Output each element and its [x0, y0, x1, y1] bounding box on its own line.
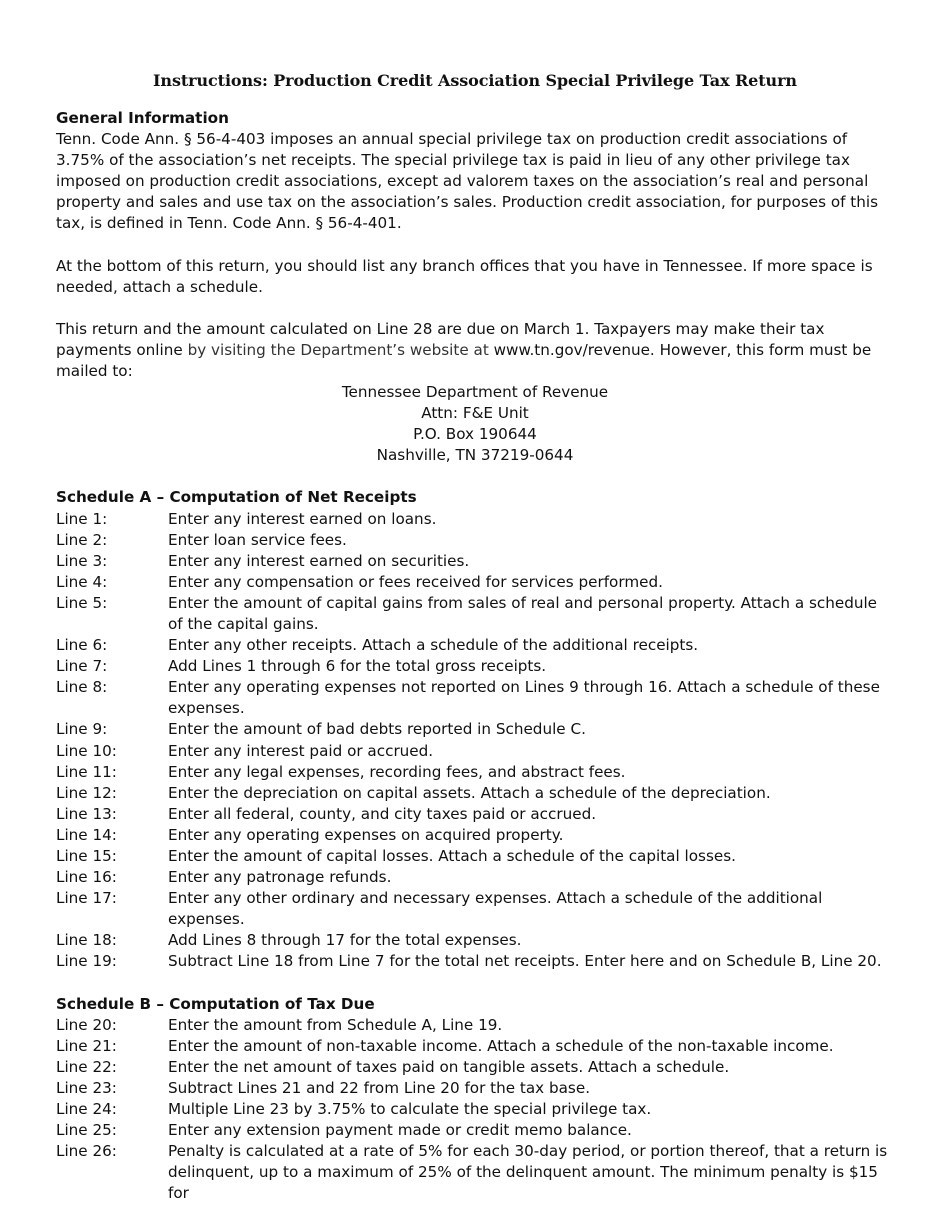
line-text: Enter any interest paid or accrued. — [168, 741, 434, 760]
schedule-line — [56, 888, 894, 930]
line-text: Enter all federal, county, and city taxes paid or accrued. — [168, 804, 597, 823]
schedule-line — [56, 530, 894, 551]
schedule-line — [56, 1120, 894, 1141]
line-text: Enter the amount of capital gains from sales of real and personal property. Attach a schedule of the capital gains. — [168, 593, 878, 633]
mailing-address — [56, 382, 894, 466]
schedule-line — [56, 783, 894, 804]
line-text: Enter the amount of capital losses. Attach a schedule of the capital losses. — [168, 847, 736, 865]
due-date-text: This return and the amount calculated on Line 28 are due on March 1. Taxpayers may make their tax payments online — [56, 319, 825, 359]
general-information-heading: General Information — [56, 109, 229, 127]
line-label: Line 17: — [56, 889, 117, 908]
address-line: Nashville, TN 37219-0644 — [376, 446, 574, 465]
mailing-text: www.tn.gov/revenue. However, this form must be mailed to: — [56, 340, 872, 380]
schedule-line — [56, 635, 894, 656]
schedule-line — [56, 1099, 894, 1120]
page-title: Instructions: Production Credit Association Special Privilege Tax Return — [153, 71, 797, 90]
line-text: Enter any interest earned on securities. — [168, 551, 470, 570]
line-label: Line 19: — [56, 952, 117, 971]
line-text: Subtract Line 18 from Line 7 for the total net receipts. Enter here and on Schedule B, Line 20. — [168, 952, 882, 971]
schedule-b-lines — [56, 1015, 894, 1205]
due-date-paragraph — [56, 319, 894, 382]
schedule-line — [56, 677, 894, 719]
schedule-line — [56, 741, 894, 762]
line-text: Penalty is calculated at a rate of 5% for each 30-day period, or portion thereof, that a return is delinquent, up to a maximum of 25% of the delinquent amount. The minimum penalty is $15 for — [168, 1142, 888, 1203]
line-label: Line 18: — [56, 931, 117, 950]
website-text: by visiting the Department’s website at — [187, 340, 494, 359]
line-text: Enter the amount of non-taxable income. Attach a schedule of the non-taxable income. — [168, 1036, 834, 1055]
line-label: Line 11: — [56, 762, 117, 781]
line-label: Line 5: — [56, 593, 108, 612]
line-label: Line 9: — [56, 720, 108, 739]
line-text: Enter any interest earned on loans. — [168, 509, 437, 528]
line-label: Line 14: — [56, 825, 117, 844]
line-label: Line 25: — [56, 1121, 117, 1140]
line-label: Line 8: — [56, 678, 108, 697]
address-line: Tennessee Department of Revenue — [341, 383, 609, 402]
spacer — [56, 235, 894, 256]
line-label: Line 21: — [56, 1036, 117, 1055]
line-text: Enter the amount from Schedule A, Line 19. — [168, 1015, 503, 1034]
line-label: Line 3: — [56, 551, 108, 570]
line-label: Line 4: — [56, 572, 108, 591]
line-label: Line 23: — [56, 1078, 117, 1097]
line-label: Line 12: — [56, 783, 117, 802]
schedule-line — [56, 1078, 894, 1099]
line-label: Line 2: — [56, 530, 108, 549]
schedule-line — [56, 656, 894, 677]
line-label: Line 20: — [56, 1015, 117, 1034]
spacer — [56, 466, 894, 487]
schedule-line — [56, 846, 894, 867]
schedule-line — [56, 930, 894, 951]
line-text: Multiple Line 23 by 3.75% to calculate the special privilege tax. — [168, 1100, 652, 1119]
line-label: Line 7: — [56, 657, 108, 676]
schedule-line — [56, 719, 894, 740]
line-text: Enter any other ordinary and necessary expenses. Attach a schedule of the additional expenses. — [168, 889, 823, 929]
line-label: Line 16: — [56, 868, 117, 887]
line-text: Enter any compensation or fees received for services performed. — [168, 572, 663, 591]
schedule-a-lines — [56, 509, 894, 973]
line-text: Enter loan service fees. — [168, 530, 347, 549]
schedule-line — [56, 509, 894, 530]
line-label: Line 1: — [56, 509, 108, 528]
address-line: P.O. Box 190644 — [413, 425, 537, 444]
general-information-paragraph: Tenn. Code Ann. § 56-4-403 imposes an annual special privilege tax on production credit associations of 3.75% of the association’s net receipts. The special privilege tax is paid in lieu of any other privilege tax imposed on production credit associations, except ad valorem taxes on the association’s real and personal property and sales and use tax on the association’s sales. Production credit association, for purposes of this tax, is defined in Tenn. Code Ann. § 56-4-401. — [56, 130, 879, 233]
schedule-line — [56, 572, 894, 593]
line-text: Enter any other receipts. Attach a schedule of the additional receipts. — [168, 636, 699, 655]
schedule-line — [56, 951, 894, 972]
schedule-a-heading: Schedule A – Computation of Net Receipts — [56, 488, 417, 507]
schedule-line — [56, 551, 894, 572]
spacer — [56, 973, 894, 994]
line-text: Enter the depreciation on capital assets. Attach a schedule of the depreciation. — [168, 783, 771, 802]
line-text: Enter any operating expenses not reported on Lines 9 through 16. Attach a schedule of these expenses. — [168, 678, 880, 718]
line-text: Add Lines 1 through 6 for the total gross receipts. — [168, 657, 547, 676]
schedule-line — [56, 1057, 894, 1078]
schedule-line — [56, 593, 894, 635]
schedule-line — [56, 1036, 894, 1057]
line-label: Line 24: — [56, 1100, 117, 1119]
line-text: Enter the net amount of taxes paid on tangible assets. Attach a schedule. — [168, 1057, 730, 1076]
spacer — [56, 298, 894, 319]
line-text: Enter any patronage refunds. — [168, 868, 392, 887]
line-label: Line 6: — [56, 636, 108, 655]
line-text: Enter any extension payment made or credit memo balance. — [168, 1121, 632, 1140]
line-label: Line 26: — [56, 1142, 117, 1161]
line-text: Enter any legal expenses, recording fees, and abstract fees. — [168, 762, 626, 781]
address-line: Attn: F&E Unit — [421, 404, 529, 423]
schedule-line — [56, 1141, 894, 1204]
line-label: Line 10: — [56, 741, 117, 760]
line-label: Line 13: — [56, 804, 117, 823]
schedule-line — [56, 867, 894, 888]
schedule-line — [56, 804, 894, 825]
line-label: Line 22: — [56, 1057, 117, 1076]
document-page — [56, 68, 894, 1205]
schedule-line — [56, 762, 894, 783]
schedule-b-heading: Schedule B – Computation of Tax Due — [56, 994, 375, 1013]
line-label: Line 15: — [56, 847, 117, 865]
line-text: Add Lines 8 through 17 for the total expenses. — [168, 931, 522, 950]
schedule-line — [56, 1015, 894, 1036]
line-text: Subtract Lines 21 and 22 from Line 20 for the tax base. — [168, 1078, 591, 1097]
branch-offices-paragraph: At the bottom of this return, you should list any branch offices that you have in Tennessee. If more space is needed, attach a schedule. — [56, 256, 873, 296]
line-text: Enter the amount of bad debts reported in Schedule C. — [168, 720, 586, 739]
schedule-line — [56, 825, 894, 846]
line-text: Enter any operating expenses on acquired property. — [168, 825, 564, 844]
